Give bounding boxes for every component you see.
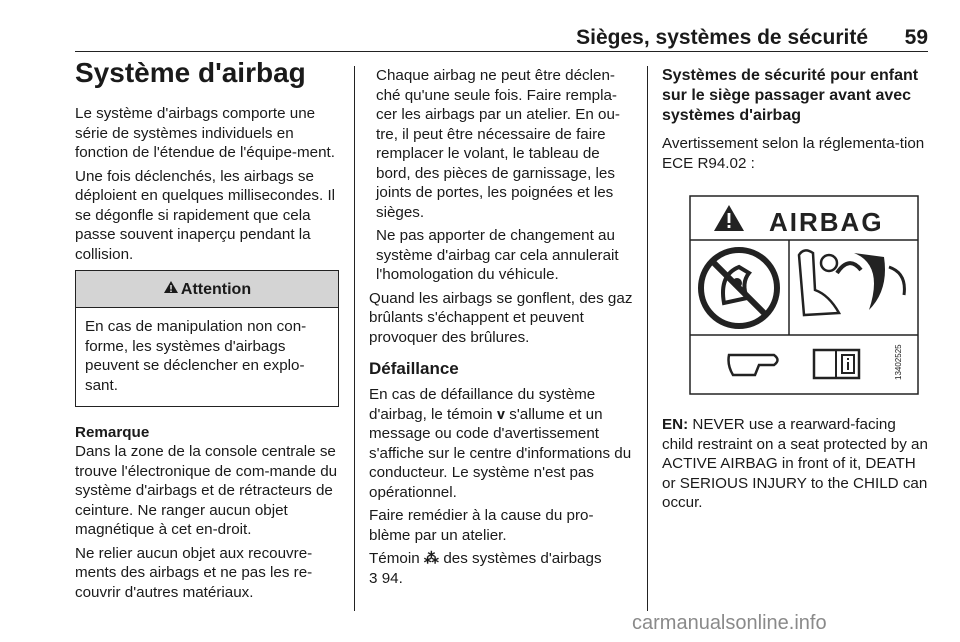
remark-text: Dans la zone de la console centrale se trouve l'électronique de com-mande du système d'airbags et de rétracteurs de ceinture. Ne ranger aucun objet magnétique à cet en-droit. xyxy=(75,443,338,538)
paragraph: Chaque airbag ne peut être déclen-ché qu'une seule fois. Faire rempla-cer les airbags par un atelier. En ou-tre, il peut être nécessaire de faire remplacer le volant, le tableau de bord, des pièces de garnissage, les joints de portes, les poignées et les sièges. xyxy=(376,67,620,221)
column-divider xyxy=(354,66,355,611)
column-1 xyxy=(75,56,339,606)
paragraph: Ne relier aucun objet aux recouvre-ments des airbags et ne pas les re-couvrir d'autres matériaux. xyxy=(75,544,313,601)
page-header xyxy=(75,22,928,52)
column-2 xyxy=(369,66,633,592)
airbag-warning-label xyxy=(689,195,919,395)
column-3 xyxy=(662,66,928,517)
page-number: 59 xyxy=(904,26,928,49)
label-banner: AIRBAG xyxy=(769,207,884,237)
airbag-warning-icon: ⁂ xyxy=(423,550,440,567)
paragraph: Quand les airbags se gonflent, des gaz brûlants s'échappent et peuvent provoquer des brûlures. xyxy=(369,289,633,346)
attention-box xyxy=(75,270,339,407)
attention-header xyxy=(76,271,338,308)
page-reference-arrow: 3 xyxy=(369,569,378,587)
paragraph: Témoin ⁂ des systèmes d'airbags 3 94. xyxy=(369,550,602,587)
paragraph: Faire remédier à la cause du pro-blème par un atelier. xyxy=(369,507,594,544)
attention-title: Attention xyxy=(180,281,252,298)
column-divider xyxy=(647,66,648,611)
header-title: Sièges, systèmes de sécurité xyxy=(576,26,868,49)
paragraph: Une fois déclenchés, les airbags se déploient en quelques millisecondes. Il se dégonfle si rapidement que cela passe souvent inaperçu pendant la collision. xyxy=(75,167,336,263)
subsection-heading: Défaillance xyxy=(369,359,459,378)
warning-triangle-icon xyxy=(163,271,179,308)
paragraph: Le système d'airbags comporte une série de systèmes individuels en fonction de l'étendue de l'équipe-ment. xyxy=(75,105,335,161)
paragraph: En cas de défaillance du système d'airbag, le témoin 𝐯 s'allume et un message ou code d'avertissement s'affiche sur le centre d'informations du conducteur. Le système n'est pas opérationnel. xyxy=(369,386,632,501)
paragraph: Avertissement selon la réglementa-tion ECE R94.02 : xyxy=(662,135,925,172)
remark-title: Remarque xyxy=(75,424,150,441)
paragraph: Ne pas apporter de changement au système d'airbag car cela annulerait l'homologation du véhicule. xyxy=(376,227,619,283)
page-reference[interactable]: 94. xyxy=(381,569,403,587)
section-heading: Système d'airbag xyxy=(75,57,306,88)
attention-text: En cas de manipulation non con-forme, les systèmes d'airbags peuvent se déclencher en explo-sant. xyxy=(85,318,307,394)
label-code: 13402525 xyxy=(894,344,903,380)
watermark: carmanualsonline.info xyxy=(632,612,827,634)
subsection-heading: Systèmes de sécurité pour enfant sur le siège passager avant avec systèmes d'airbag xyxy=(662,67,919,124)
english-warning: EN: NEVER use a rearward-facing child restraint on a seat protected by an ACTIVE AIRBAG in front of it, DEATH or SERIOUS INJURY to the CHILD can occur. xyxy=(662,416,928,511)
